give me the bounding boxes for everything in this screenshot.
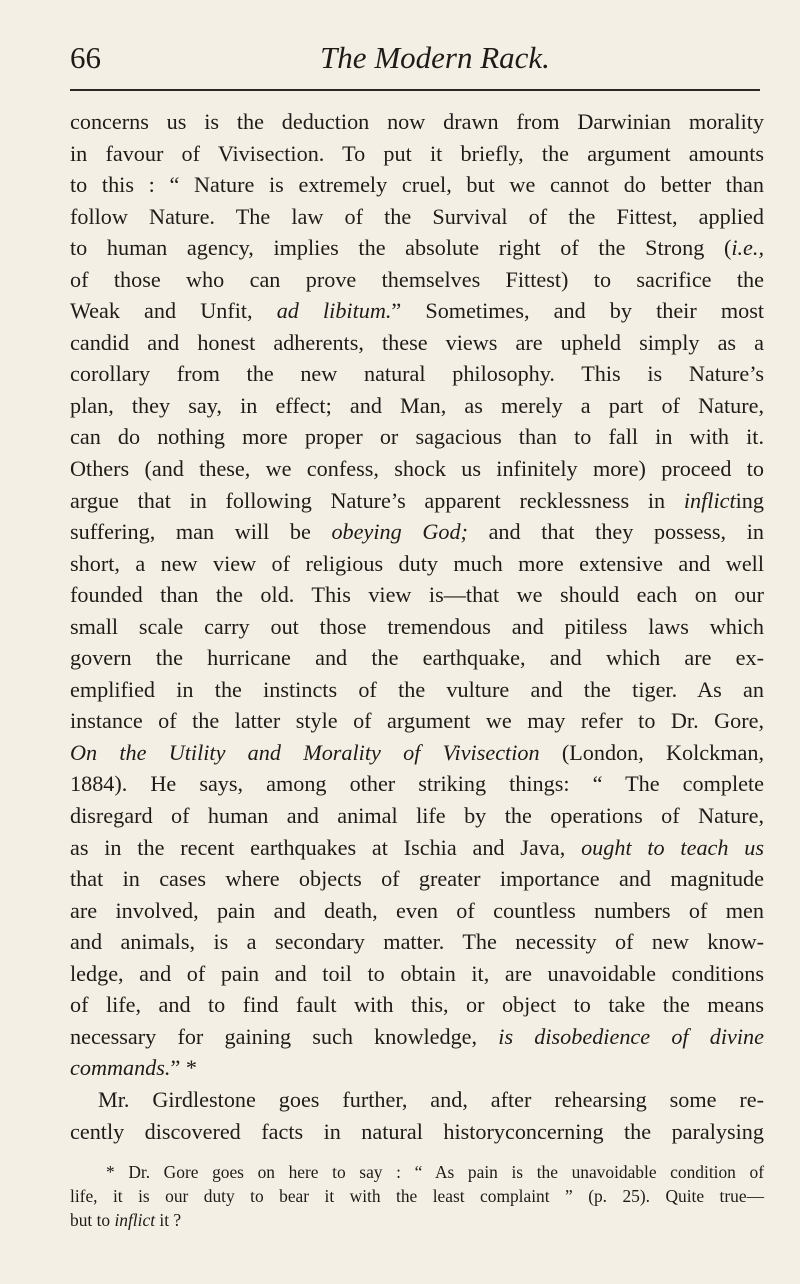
text-line: Others (and these, we confess, shock us infinitely more) proceed to <box>70 456 764 482</box>
text-line: necessary for gaining such knowledge, is disobedience of divine <box>70 1023 765 1049</box>
text-line: govern the hurricane and the earthquake, and which are ex- <box>70 645 764 671</box>
text-line: 1884). He says, among other striking things: “ The complete <box>70 771 764 797</box>
text-line: of life, and to find fault with this, or object to take the means <box>70 992 764 1018</box>
text-line: are involved, pain and death, even of countless numbers of men <box>70 897 764 923</box>
text-line: On the Utility and Morality of Vivisection (London, Kolckman, <box>70 739 764 765</box>
footnote-line: life, it is our duty to bear it with the least complaint ” (p. 25). Quite true— <box>70 1186 764 1207</box>
text-line: commands.” * <box>70 1055 197 1081</box>
text-line: in favour of Vivisection. To put it briefly, the argument amounts <box>70 140 764 166</box>
text-line: short, a new view of religious duty much more extensive and well <box>70 550 764 576</box>
text-line: instance of the latter style of argument we may refer to Dr. Gore, <box>70 708 764 734</box>
text-line: as in the recent earthquakes at Ischia and Java, ought to teach us <box>70 834 764 860</box>
page-number: 66 <box>70 40 101 75</box>
running-head <box>70 38 760 78</box>
text-line: can do nothing more proper or sagacious than to fall in with it. <box>70 424 764 450</box>
text-line: candid and honest adherents, these views are upheld simply as a <box>70 329 764 355</box>
text-line: of those who can prove themselves Fittest) to sacrifice the <box>70 266 764 292</box>
text-line: small scale carry out those tremendous and pitiless laws which <box>70 613 764 639</box>
paragraph-1 <box>70 106 764 1084</box>
body-text <box>70 106 764 1147</box>
text-line: concerns us is the deduction now drawn from Darwinian morality <box>70 109 764 134</box>
text-line: to this : “ Nature is extremely cruel, but we cannot do better than <box>70 172 764 198</box>
text-line: plan, they say, in effect; and Man, as merely a part of Nature, <box>70 392 764 418</box>
text-line: to human agency, implies the absolute right of the Strong (i.e., <box>70 235 764 261</box>
text-line: that in cases where objects of greater importance and magnitude <box>70 866 764 892</box>
paragraph-2 <box>70 1084 764 1147</box>
text-line: emplified in the instincts of the vulture and the tiger. As an <box>70 676 764 702</box>
header-rule <box>70 89 760 91</box>
text-line: corollary from the new natural philosophy. This is Nature’s <box>70 361 764 387</box>
text-line: argue that in following Nature’s apparent recklessness in inflicting <box>70 487 764 513</box>
text-line: founded than the old. This view is—that we should each on our <box>70 582 764 608</box>
footnote-line: * Dr. Gore goes on here to say : “ As pain is the unavoidable condition of <box>106 1162 764 1182</box>
text-line: ledge, and of pain and toil to obtain it, are unavoidable conditions <box>70 960 764 986</box>
footnote-line: but to inflict it ? <box>70 1210 182 1231</box>
text-line: follow Nature. The law of the Survival of the Fittest, applied <box>70 203 764 229</box>
text-line: suffering, man will be obeying God; and that they possess, in <box>70 519 765 545</box>
text-line: cently discovered facts in natural historyconcerning the paralysing <box>70 1118 764 1144</box>
running-title: The Modern Rack. <box>320 40 550 75</box>
text-line: Mr. Girdlestone goes further, and, after rehearsing some re- <box>98 1086 764 1112</box>
footnote <box>70 1160 764 1233</box>
text-line: and animals, is a secondary matter. The necessity of new know- <box>70 929 764 955</box>
text-line: Weak and Unfit, ad libitum.” Sometimes, and by their most <box>70 298 764 324</box>
text-line: disregard of human and animal life by the operations of Nature, <box>70 803 764 829</box>
